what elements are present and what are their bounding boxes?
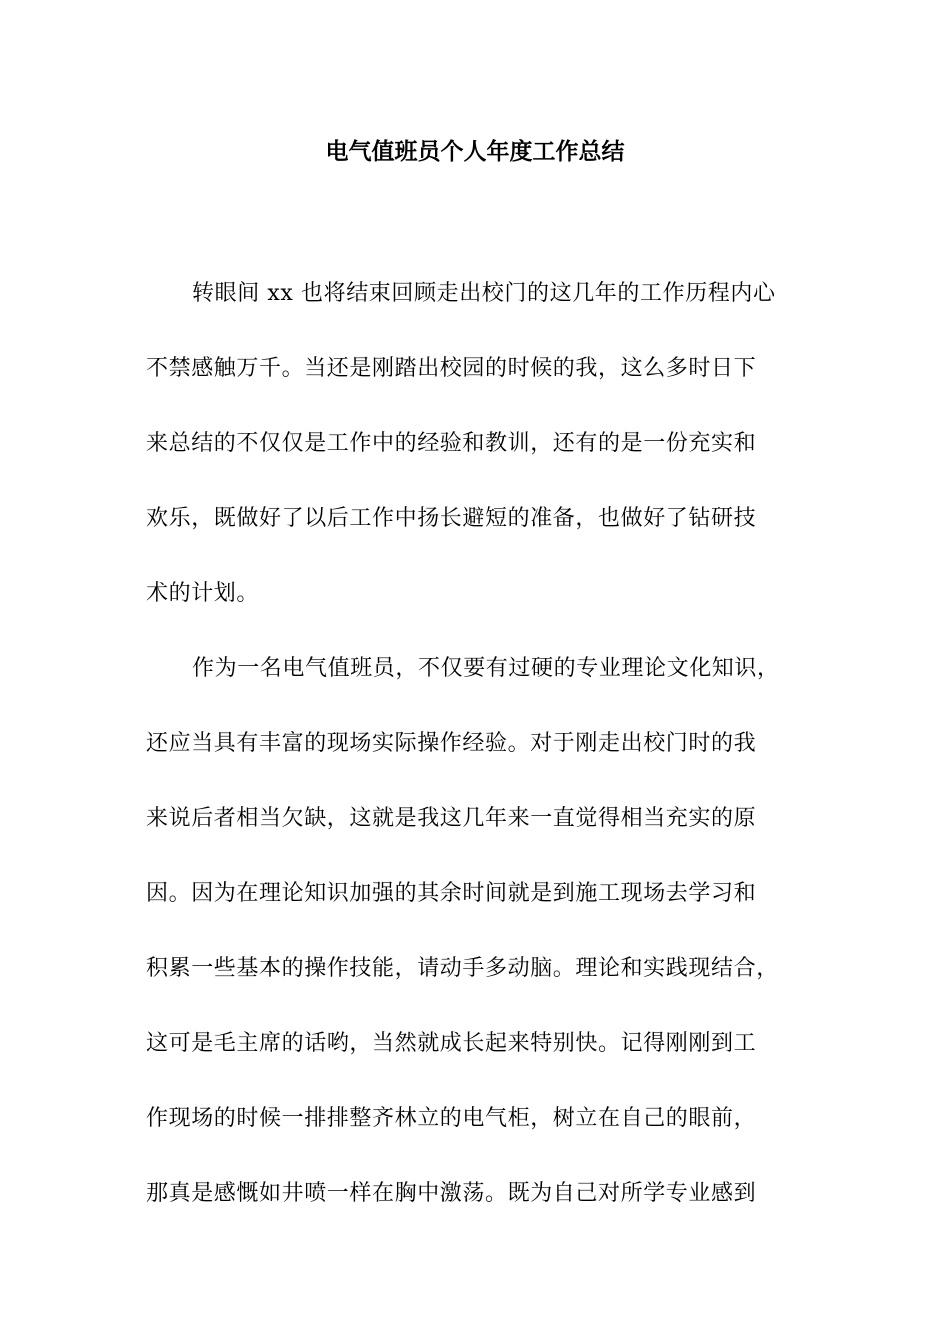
document-title: 电气值班员个人年度工作总结 [325,138,625,165]
paragraph-line: 因。因为在理论知识加强的其余时间就是到施工现场去学习和 [146,881,757,906]
paragraph-line: 转眼间 xx 也将结束回顾走出校门的这几年的工作历程内心 [192,281,776,306]
paragraph-line: 积累一些基本的操作技能，请动手多动脑。理论和实践现结合， [146,956,779,981]
paragraph-line: 不禁感触万千。当还是刚踏出校园的时候的我，这么多时日下 [146,356,757,381]
paragraph-line: 作现场的时候一排排整齐林立的电气柜，树立在自己的眼前， [146,1106,757,1131]
paragraph-line: 作为一名电气值班员，不仅要有过硬的专业理论文化知识， [192,656,780,681]
paragraph-line: 术的计划。 [146,581,260,606]
paragraph-line: 来总结的不仅仅是工作中的经验和教训，还有的是一份充实和 [146,431,757,456]
paragraph-line: 这可是毛主席的话哟，当然就成长起来特别快。记得刚刚到工 [146,1031,757,1056]
paragraph-line: 来说后者相当欠缺，这就是我这几年来一直觉得相当充实的原 [146,806,757,831]
document-body [146,256,806,1231]
paragraph-line: 还应当具有丰富的现场实际操作经验。对于刚走出校门时的我 [146,731,757,756]
paragraph-line: 欢乐，既做好了以后工作中扬长避短的准备，也做好了钻研技 [146,506,757,531]
paragraph-line: 那真是感慨如井喷一样在胸中激荡。既为自己对所学专业感到 [146,1181,757,1206]
